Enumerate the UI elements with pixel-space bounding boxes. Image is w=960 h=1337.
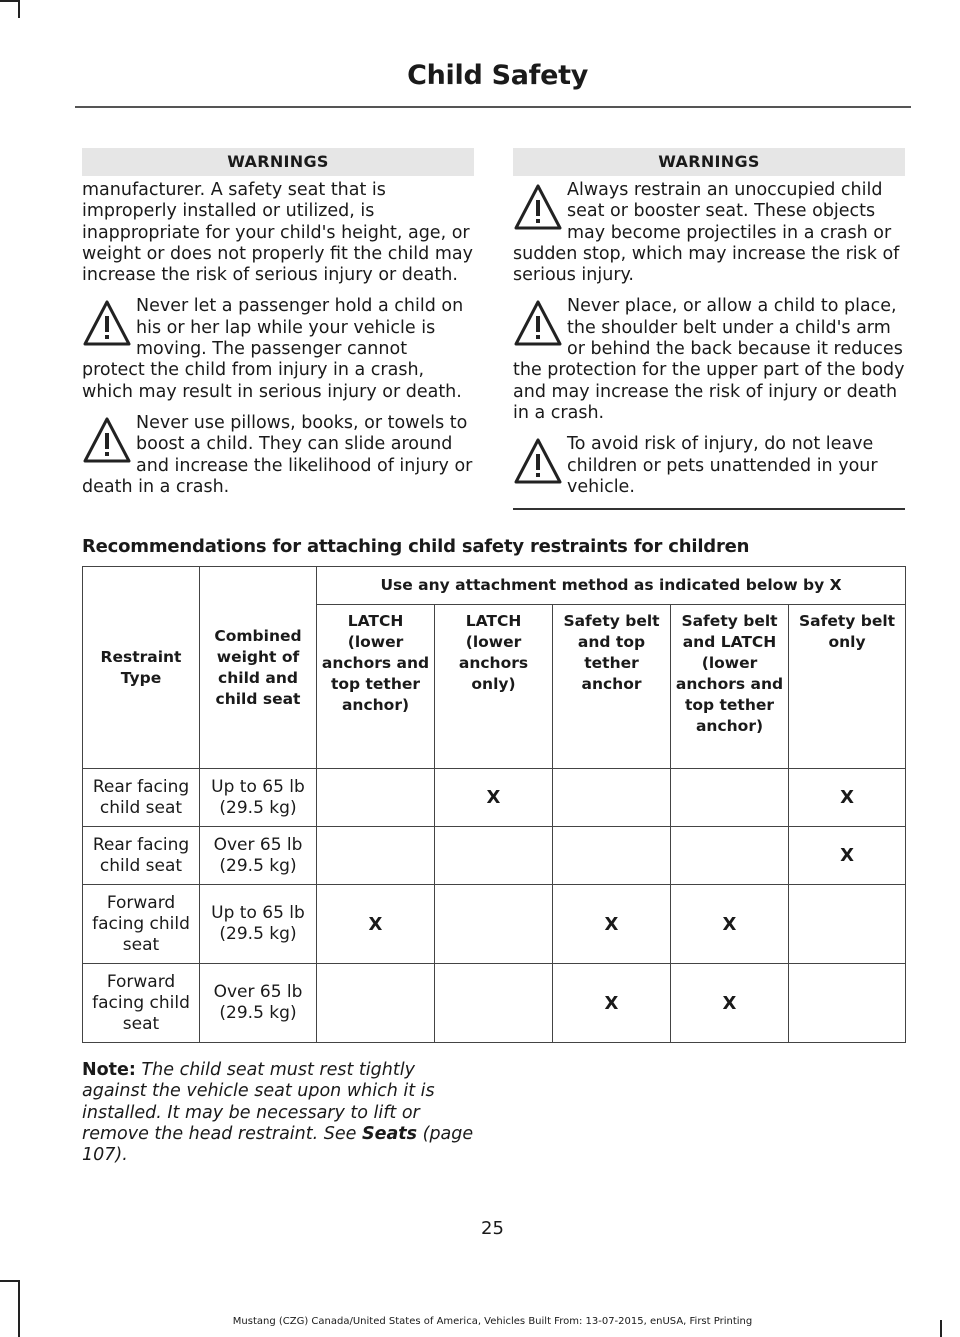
- cell-restraint-type: Rear facing child seat: [83, 827, 200, 885]
- cell-mark: [317, 769, 435, 827]
- cell-mark: [789, 964, 906, 1043]
- table-row: [83, 769, 906, 827]
- warning-item: [513, 434, 905, 498]
- warnings-end-rule: [513, 508, 905, 510]
- col-header-method: Safety belt only: [789, 605, 906, 769]
- crop-mark: [0, 1280, 18, 1282]
- col-header-method: Safety belt and top tether anchor: [553, 605, 671, 769]
- warning-item: [513, 180, 905, 286]
- warning-item: [82, 413, 474, 498]
- cell-restraint-type: Rear facing child seat: [83, 769, 200, 827]
- cell-restraint-type: Forward facing child seat: [83, 885, 200, 964]
- crop-mark: [0, 0, 18, 2]
- footer-text: Mustang (CZG) Canada/United States of America, Vehicles Built From: 13-07-2015, enUSA, First Printing: [232, 1316, 753, 1327]
- cell-weight: Over 65 lb (29.5 kg): [200, 827, 317, 885]
- cell-mark: [553, 769, 671, 827]
- note-label: Note:: [82, 1060, 136, 1080]
- table-row: [83, 964, 906, 1043]
- cell-mark: [435, 827, 553, 885]
- cell-weight: Up to 65 lb (29.5 kg): [200, 769, 317, 827]
- cell-mark: [671, 827, 789, 885]
- crop-mark: [18, 0, 20, 18]
- cell-mark: [317, 964, 435, 1043]
- cell-mark: X: [317, 885, 435, 964]
- warning-triangle-icon: [82, 415, 132, 465]
- left-column: [82, 148, 474, 498]
- warning-text: Never let a passenger hold a child on his or her lap while your vehicle is moving. The passenger cannot protect the child from injury in a crash, which may result in serious injury or death.: [82, 296, 464, 402]
- cell-weight: Over 65 lb (29.5 kg): [200, 964, 317, 1043]
- warning-triangle-icon: [513, 298, 563, 348]
- warning-triangle-icon: [82, 298, 132, 348]
- col-header-method: LATCH (lower anchors and top tether anchor): [317, 605, 435, 769]
- table-row: [83, 885, 906, 964]
- table-row: [83, 827, 906, 885]
- cell-mark: [435, 885, 553, 964]
- cell-mark: X: [553, 885, 671, 964]
- cell-mark: X: [671, 964, 789, 1043]
- cell-mark: [671, 769, 789, 827]
- col-header-combined-weight: Combined weight of child and child seat: [200, 567, 317, 769]
- col-header-method: Safety belt and LATCH (lower anchors and top tether anchor): [671, 605, 789, 769]
- warning-text: Always restrain an unoccupied child seat or booster seat. These objects may become projectiles in a crash or sudden stop, which may increase the risk of serious injury.: [513, 180, 900, 286]
- note-text: The child seat must rest tightly against the vehicle seat upon which it is installed. It may be necessary to lift or remove the head restraint. See: [82, 1060, 435, 1144]
- cell-mark: [435, 964, 553, 1043]
- right-column: [513, 148, 905, 510]
- warning-item: [82, 296, 474, 402]
- page-number: 25: [481, 1218, 504, 1239]
- cell-mark: X: [671, 885, 789, 964]
- warnings-heading: WARNINGS: [513, 148, 905, 176]
- cell-mark: [317, 827, 435, 885]
- cell-weight: Up to 65 lb (29.5 kg): [200, 885, 317, 964]
- cell-mark: X: [789, 827, 906, 885]
- warning-triangle-icon: [513, 436, 563, 486]
- warning-text: To avoid risk of injury, do not leave children or pets unattended in your vehicle.: [567, 434, 878, 497]
- warning-triangle-icon: [513, 182, 563, 232]
- restraint-table: [82, 566, 906, 1043]
- cell-restraint-type: Forward facing child seat: [83, 964, 200, 1043]
- col-header-restraint-type: Restraint Type: [83, 567, 200, 769]
- cell-mark: [789, 885, 906, 964]
- crop-mark: [18, 1280, 20, 1337]
- cell-mark: X: [553, 964, 671, 1043]
- note-paragraph: [82, 1060, 477, 1166]
- col-header-method: LATCH (lower anchors only): [435, 605, 553, 769]
- seats-link[interactable]: Seats: [361, 1123, 418, 1144]
- warning-item: [513, 296, 905, 424]
- cell-mark: [553, 827, 671, 885]
- page-title: Child Safety: [407, 60, 588, 91]
- section-title: Recommendations for attaching child safety restraints for children: [82, 536, 750, 557]
- warning-continuation: manufacturer. A safety seat that is improperly installed or utilized, is inappropriate for your child's height, age, or weight or does not properly fit the child may increase the risk of serious injury or death.: [82, 180, 473, 286]
- cell-mark: X: [435, 769, 553, 827]
- note-page-ref: (page 107).: [82, 1123, 474, 1166]
- warning-text: Never use pillows, books, or towels to boost a child. They can slide around and increase the likelihood of injury or death in a crash.: [82, 412, 473, 497]
- header-rule: [75, 106, 911, 108]
- cell-mark: X: [789, 769, 906, 827]
- warning-text: Never place, or allow a child to place, the shoulder belt under a child's arm or behind the back because it reduces the protection for the upper part of the body and may increase the risk of injury or death in a crash.: [513, 296, 905, 423]
- col-group-header: Use any attachment method as indicated below by X: [317, 567, 906, 605]
- warnings-heading: WARNINGS: [82, 148, 474, 176]
